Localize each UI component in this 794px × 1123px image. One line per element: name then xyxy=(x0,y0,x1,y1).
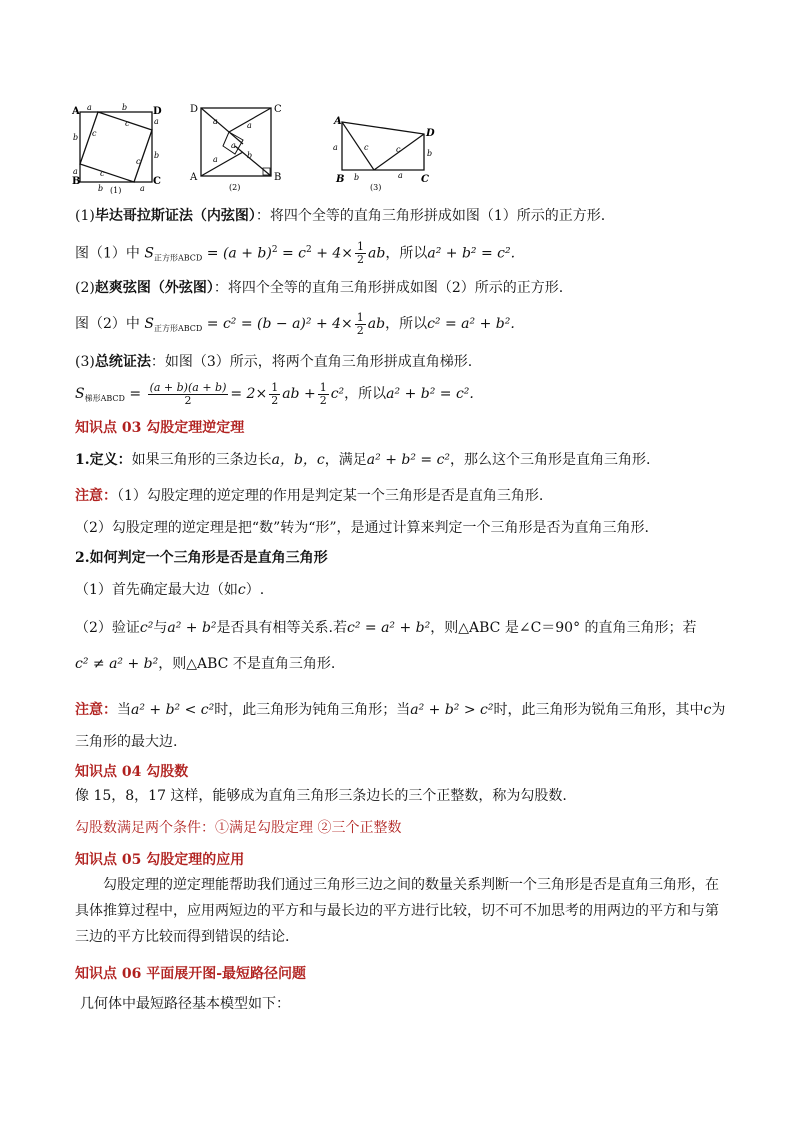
figure-1-inner-string-diagram xyxy=(70,102,165,194)
proof3-formula-c: ab + xyxy=(282,386,316,402)
proof3-half1-den: 2 xyxy=(271,393,279,407)
fig1-side-a2: a xyxy=(154,117,159,126)
kp03-note3a: 当 xyxy=(117,702,131,718)
proof1-frac-num: 1 xyxy=(357,240,365,254)
fig1-label-B: B xyxy=(72,176,81,187)
kp03-note3f: c xyxy=(703,702,712,718)
kp03-heading: 知识点 03 勾股定理逆定理 xyxy=(75,420,245,436)
proof3-half2 xyxy=(318,382,329,407)
proof1-fraction xyxy=(355,241,366,266)
proof3-name: 总统证法 xyxy=(94,354,151,370)
kp03-step2e: 是否具有相等关系.若 xyxy=(216,620,347,636)
fig3-label-B: B xyxy=(336,174,345,185)
fig2-side-a2: a xyxy=(247,121,252,130)
kp03-note3d: a² + b² > c² xyxy=(410,702,494,718)
kp03-note3-cont: 三角形的最大边. xyxy=(75,734,178,750)
proof1-formula-c: + 4× xyxy=(316,245,354,262)
kp05-paragraph: 勾股定理的逆定理能帮助我们通过三角形三边之间的数量关系判断一个三角形是否是直角三角形，在具体推算过程中，应用两短边的平方和与最长边的平方进行比较，切不可不加思考的用两边的平方和与第三边的平方比较而得到错误的结论. xyxy=(75,877,719,945)
fig2-side-a4: a xyxy=(231,141,236,150)
fig1-side-b4: b xyxy=(98,184,104,193)
kp04-text: 像 15，8，17 这样，能够成为直角三角形三条边长的三个正整数，称为勾股数. xyxy=(75,788,567,804)
kp03-how-title: 2.如何判定一个三角形是否是直角三角形 xyxy=(75,550,328,566)
kp03-step2f: c² = a² + b² xyxy=(347,620,431,636)
kp05-heading: 知识点 05 勾股定理的应用 xyxy=(75,852,245,868)
proof3-half2-den: 2 xyxy=(319,393,327,407)
kp03-def-eq: a² + b² = c² xyxy=(366,452,451,468)
proof3-title xyxy=(75,352,472,372)
proof2-title xyxy=(75,278,563,298)
kp03-def-text2: ，满足 xyxy=(324,452,367,468)
proof1-number: (1) xyxy=(75,208,95,224)
proof3-subscript: 梯形ABCD xyxy=(84,394,125,403)
proof3-formula: $S_{梯形ABCD}$ = $\frac{(a + b)(a + b)}{2}$ = 2× $\frac{1}{2}$ ab + $\frac{1}{2}$ c²，所以a² + b² = c². xyxy=(75,380,474,407)
kp03-step1 xyxy=(75,580,264,600)
kp03-def-vars: a，b，c xyxy=(271,452,325,468)
fig2-side-b: b xyxy=(247,151,253,160)
fig3-label-A: A xyxy=(334,116,342,127)
proof1-frac-den: 2 xyxy=(357,253,365,267)
fig3-side-a2: a xyxy=(398,171,403,180)
kp03-step1-var: c xyxy=(237,582,246,598)
fig3-side-c: c xyxy=(364,143,369,152)
kp03-note3b: a² + b² < c² xyxy=(131,702,215,718)
proof2-formula-a: = c² = (b − a)² + 4× xyxy=(206,316,353,332)
kp04-conditions: 勾股数满足两个条件：①满足勾股定理 ②三个正整数 xyxy=(75,820,402,836)
proof2-frac-num: 1 xyxy=(356,310,364,324)
fig3-caption: (3) xyxy=(370,183,382,192)
fig2-label-B: B xyxy=(274,172,282,183)
kp03-step2d: a² + b² xyxy=(167,620,217,636)
kp06-heading: 知识点 06 平面展开图-最短路径问题 xyxy=(75,966,307,982)
fig1-side-c4: c xyxy=(100,169,105,178)
kp03-note1-text: （1）勾股定理的逆定理的作用是判定某一个三角形是否是直角三角形. xyxy=(117,488,544,504)
fig1-side-c3: c xyxy=(136,157,141,166)
fig1-label-C: C xyxy=(153,176,161,187)
proof1-so: ，所以 xyxy=(385,245,428,262)
proof1-formula-prefix: 图（1）中 xyxy=(75,245,140,262)
kp03-step2b: c² xyxy=(139,620,154,636)
fig2-side-a3: a xyxy=(213,155,218,164)
proof1-formula-b: = c xyxy=(282,245,307,262)
kp03-note2: （2）勾股定理的逆定理是把“数”转为“形”，是通过计算来判定一个三角形是否为直角三角形. xyxy=(75,520,649,536)
fig3-side-c2: c xyxy=(396,145,401,154)
fig2-label-A: A xyxy=(190,172,198,183)
proof2-formula: 图（2）中 $S_{正方形ABCD} = c^2 = (b - a)^2 + 4\times$ $\frac{1}{2}$ ab，所以c² = a² + b². xyxy=(75,310,515,337)
fig1-side-a: a xyxy=(87,103,92,112)
fig1-label-D: D xyxy=(153,106,162,117)
proof1-subscript: 正方形ABCD xyxy=(153,253,203,263)
proof3-so: ，所以 xyxy=(344,386,387,402)
proof2-conclusion: c² = a² + b². xyxy=(427,316,515,332)
kp03-note3e: 时，此三角形为锐角三角形，其中 xyxy=(493,702,704,718)
proof2-number: (2) xyxy=(75,280,95,296)
kp03-step2i: ，则△ABC 不是直角三角形. xyxy=(158,656,336,672)
proof1-title xyxy=(75,206,605,226)
proof2-so: ，所以 xyxy=(385,316,428,332)
kp03-step2h: c² ≠ a² + b² xyxy=(75,656,159,672)
proof2-formula-prefix: 图（2）中 xyxy=(75,316,140,332)
proof3-number: (3) xyxy=(75,354,95,370)
proof2-frac-den: 2 xyxy=(356,323,364,337)
fig1-side-a3: a xyxy=(73,167,78,176)
fig1-side-b: b xyxy=(122,103,128,112)
kp03-def-text3: ，那么这个三角形是直角三角形. xyxy=(450,452,651,468)
proof2-subscript: 正方形ABCD xyxy=(153,324,203,333)
fig1-side-b2: b xyxy=(154,151,160,160)
kp03-step2a: （2）验证 xyxy=(75,620,140,636)
proof3-conclusion: a² + b² = c². xyxy=(386,386,474,402)
fig1-caption: (1) xyxy=(110,186,122,194)
figure-3-trapezoid-diagram xyxy=(328,112,438,192)
fig3-label-C: C xyxy=(421,174,429,185)
proof1-name: 毕达哥拉斯证法（内弦图） xyxy=(94,208,256,224)
proof3-formula-d: c² xyxy=(330,386,345,402)
proof3-formula-b: = 2× xyxy=(230,386,268,402)
proof1-formula-d: ab xyxy=(368,245,386,262)
proof1-conclusion: a² + b² = c². xyxy=(427,245,516,262)
fig2-label-C: C xyxy=(274,104,282,115)
proof1-desc: ：将四个全等的直角三角形拼成如图（1）所示的正方形. xyxy=(255,208,606,224)
proof3-fraction xyxy=(148,382,229,407)
kp06-text: 几何体中最短路径基本模型如下： xyxy=(80,996,290,1012)
kp03-note3-label: 注意： xyxy=(75,702,117,718)
figure-2-outer-string-diagram xyxy=(185,100,285,192)
kp03-step2 xyxy=(75,618,697,638)
kp03-note-label: 注意： xyxy=(75,488,117,504)
kp04-heading: 知识点 04 勾股数 xyxy=(75,764,189,780)
kp03-step2c: 与 xyxy=(153,620,168,636)
fig2-caption: (2) xyxy=(229,183,241,192)
fig2-label-D: D xyxy=(190,104,199,115)
proof2-formula-d: ab xyxy=(367,316,386,332)
fig3-side-b2: b xyxy=(427,149,433,158)
proof3-half1-num: 1 xyxy=(271,380,279,394)
kp03-note3 xyxy=(75,700,725,720)
proof1-formula-a: = (a + b) xyxy=(206,245,272,262)
kp03-step1-text: （1）首先确定最大边（如 xyxy=(75,582,238,598)
fig1-side-c2: c xyxy=(92,129,97,138)
proof3-half1 xyxy=(269,382,280,407)
fig3-side-b: b xyxy=(354,173,360,182)
proof2-name: 赵爽弦图（外弦图） xyxy=(94,280,214,296)
kp03-note3g: 为 xyxy=(711,702,726,718)
fig3-label-D: D xyxy=(426,128,435,139)
fig2-side-a: a xyxy=(213,117,218,126)
kp03-step2g: ，则△ABC 是∠C＝90° 的直角三角形；若 xyxy=(430,620,697,636)
proof2-fraction xyxy=(355,312,366,337)
kp03-step1-end: ）. xyxy=(245,582,265,598)
proof3-desc: ：如图（3）所示，将两个直角三角形拼成直角梯形. xyxy=(150,354,473,370)
fig1-label-A: A xyxy=(72,106,80,117)
kp03-step2-cont xyxy=(75,654,335,674)
kp03-definition xyxy=(75,450,650,470)
proof1-formula: 图（1）中 $S_{正方形ABCD} = (a + b)^2 = c^2 + 4\times$ $\frac{1}{2}$ ab，所以a² + b² = c². xyxy=(75,240,516,267)
proof3-frac-den: 2 xyxy=(184,393,192,407)
kp03-def-label: 1.定义： xyxy=(75,452,132,468)
fig1-side-b3: b xyxy=(73,133,79,142)
kp03-def-text: 如果三角形的三条边长 xyxy=(131,452,272,468)
fig1-side-a4: a xyxy=(140,184,145,193)
fig3-side-a: a xyxy=(333,143,338,152)
proof2-desc: ：将四个全等的直角三角形拼成如图（2）所示的正方形. xyxy=(213,280,564,296)
kp03-note1 xyxy=(75,486,543,506)
fig1-side-c: c xyxy=(125,119,130,128)
proof3-half2-num: 1 xyxy=(319,380,327,394)
kp03-note3c: 时，此三角形为钝角三角形；当 xyxy=(214,702,411,718)
proof3-frac-num: (a + b)(a + b) xyxy=(149,380,227,394)
